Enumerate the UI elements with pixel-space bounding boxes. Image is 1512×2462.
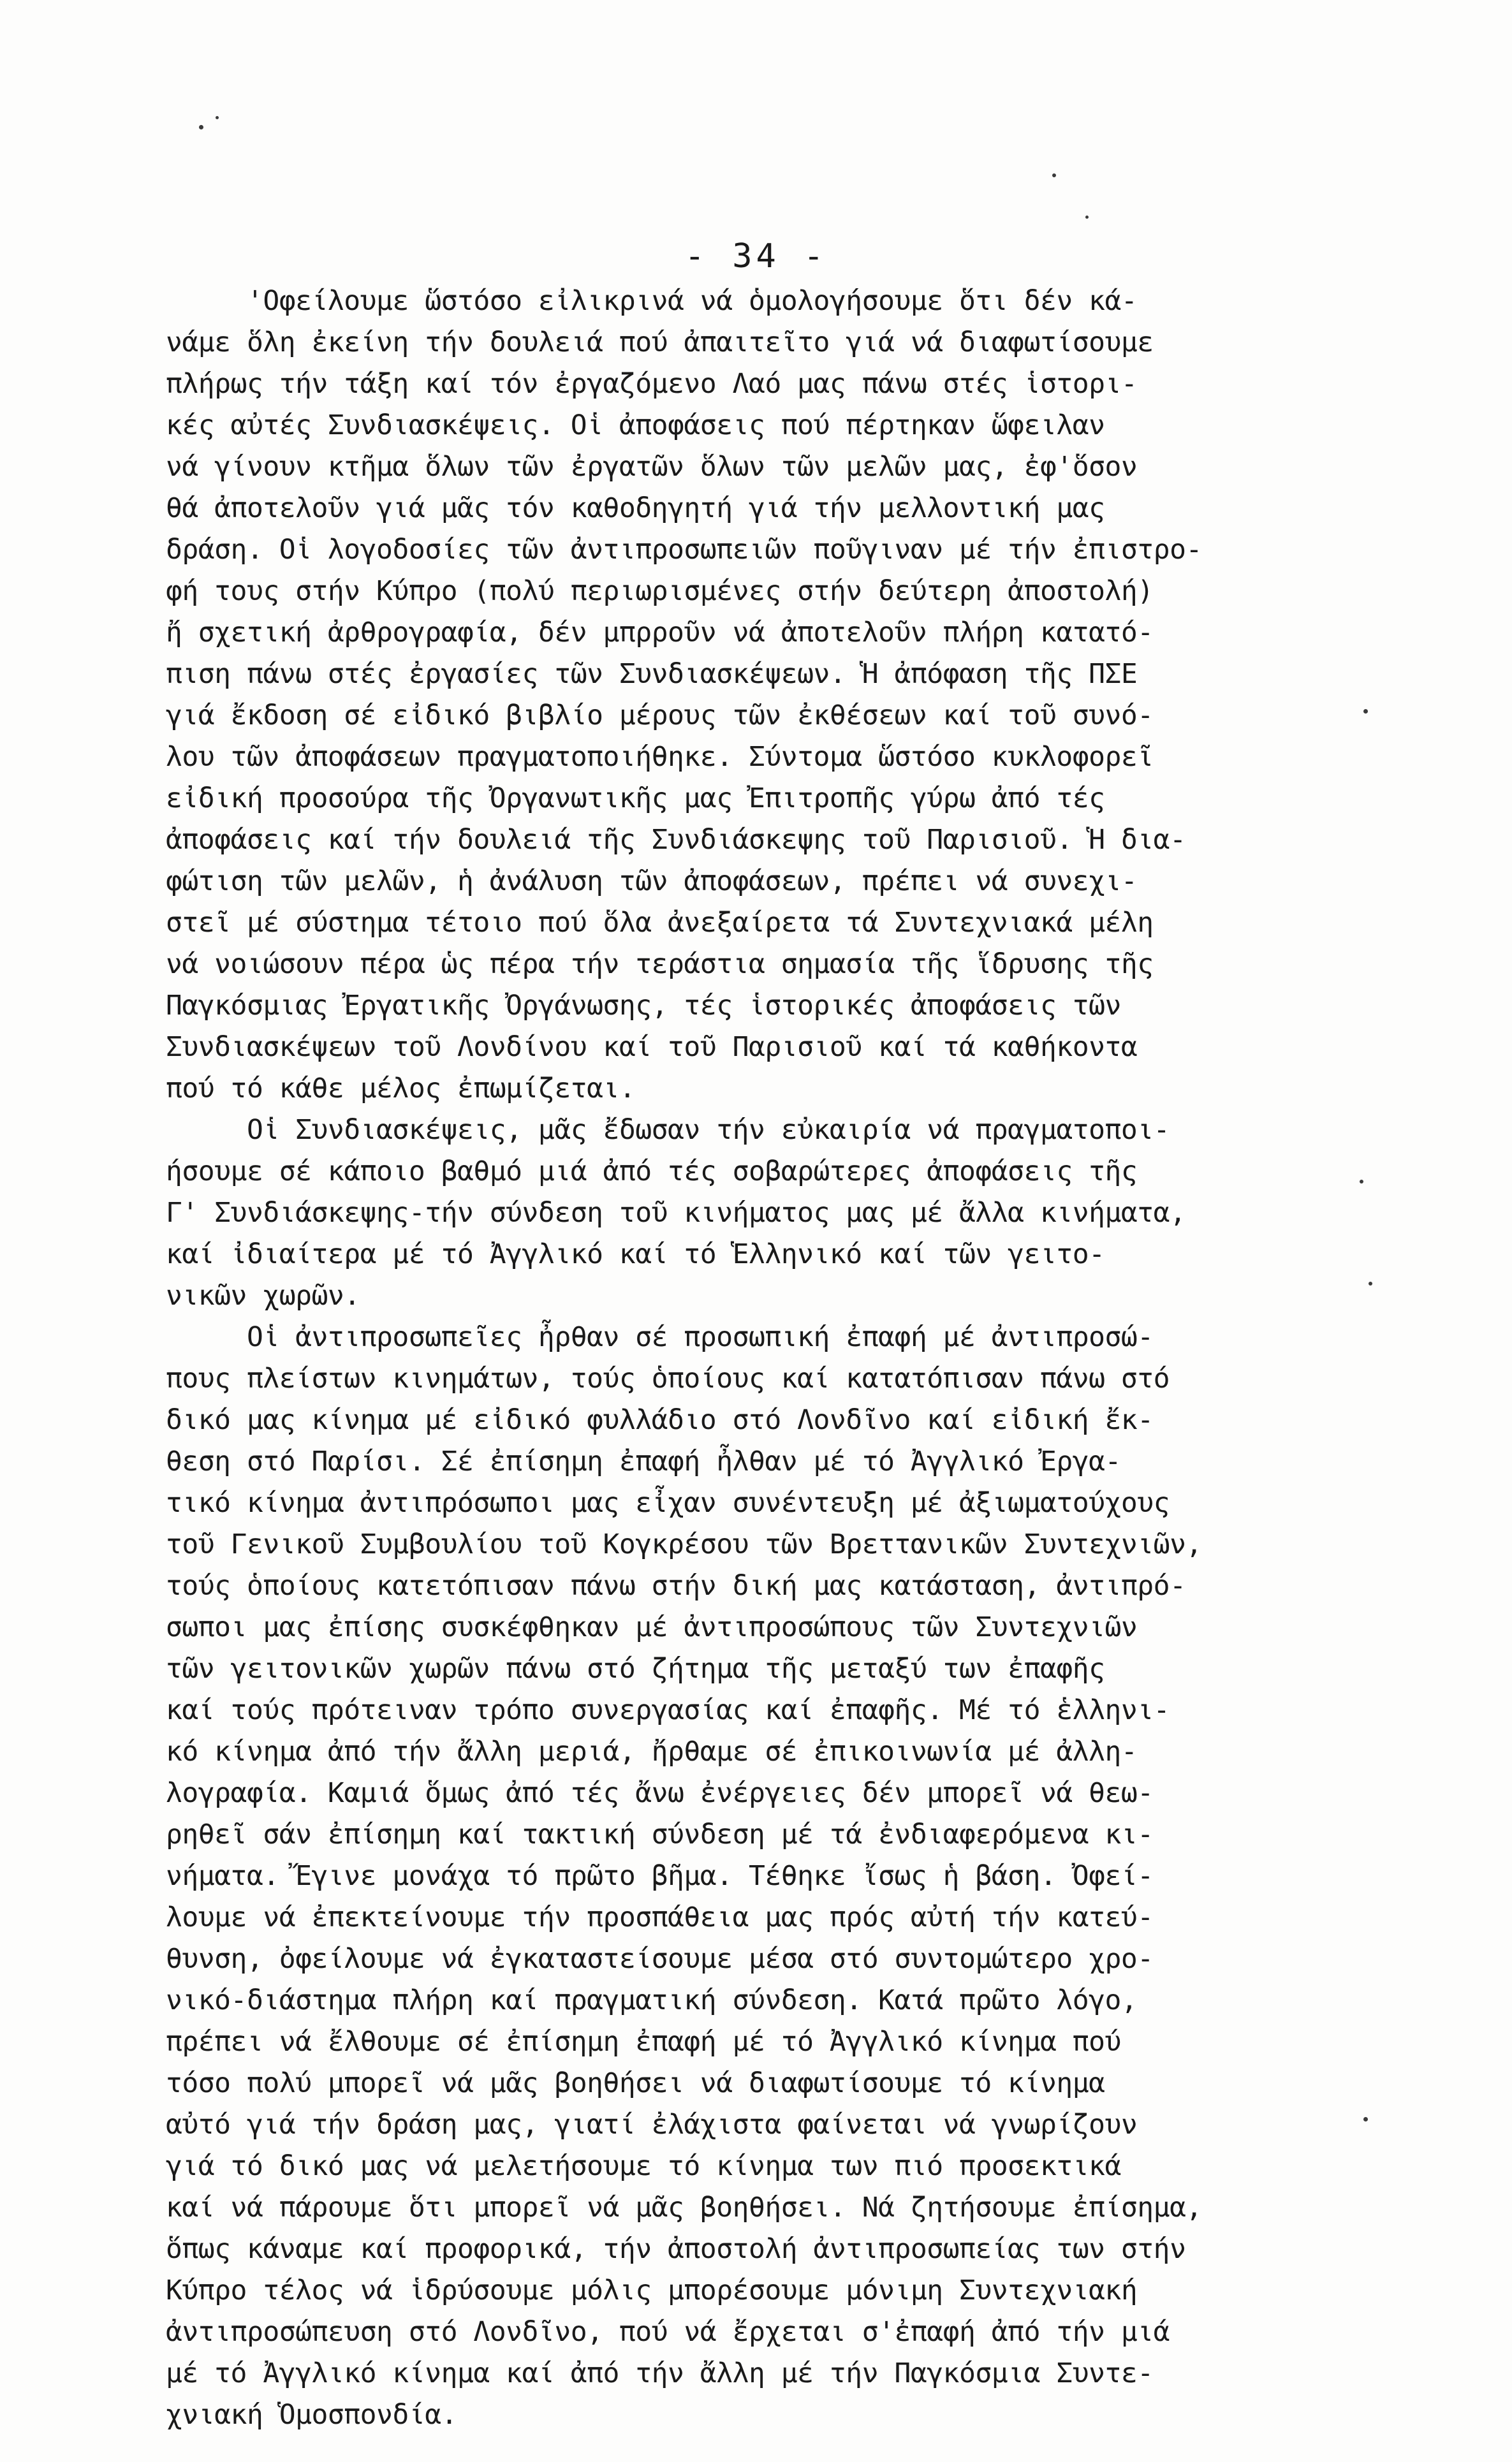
paragraph-2	[166, 1110, 1416, 1317]
text-line: πρέπει νά ἔλθουμε σέ ἐπίσημη ἐπαφή μέ τό Ἀγγλικό κίνημα πού	[166, 2026, 1121, 2058]
page-number: - 34 -	[684, 237, 828, 275]
text-line: πλήρως τήν τάξη καί τόν ἐργαζόμενο Λαό μας πάνω στές ἱστορι-	[166, 368, 1138, 400]
text-line: δράση. Οἱ λογοδοσίες τῶν ἀντιπροσωπειῶν ποῦγιναν μέ τήν ἐπιστρο-	[166, 534, 1202, 566]
text-line: νικῶν χωρῶν.	[166, 1280, 360, 1312]
text-line: νά νοιώσουν πέρα ὡς πέρα τήν τεράστια σημασία τῆς ἵδρυσης τῆς	[166, 948, 1154, 980]
text-line: νάμε ὅλη ἐκείνη τήν δουλειά πού ἀπαιτεῖτο γιά νά διαφωτίσουμε	[166, 326, 1154, 358]
text-line: τούς ὁποίους κατετόπισαν πάνω στήν δική μας κατάσταση, ἀντιπρό-	[166, 1570, 1186, 1602]
text-line: τικό κίνημα ἀντιπρόσωποι μας εἶχαν συνέντευξη μέ ἀξιωματούχους	[166, 1487, 1170, 1519]
text-line: πιση πάνω στές ἐργασίες τῶν Συνδιασκέψεων. Ἡ ἀπόφαση τῆς ΠΣΕ	[166, 658, 1138, 690]
text-line: 'Οφείλουμε ὥστόσο εἰλικρινά νά ὁμολογήσουμε ὅτι δέν κά-	[166, 285, 1138, 317]
text-line: νικό-διάστημα πλήρη καί πραγματική σύνδεση. Κατά πρῶτο λόγο,	[166, 1984, 1138, 2016]
text-line: στεῖ μέ σύστημα τέτοιο πού ὅλα ἀνεξαίρετα τά Συντεχνιακά μέλη	[166, 907, 1154, 939]
text-line: πού τό κάθε μέλος ἐπωμίζεται.	[166, 1073, 636, 1104]
text-line: πους πλείστων κινημάτων, τούς ὁποίους καί κατατόπισαν πάνω στό	[166, 1363, 1170, 1395]
text-line: γιά τό δικό μας νά μελετήσουμε τό κίνημα των πιό προσεκτικά	[166, 2150, 1121, 2182]
text-line: καί νά πάρουμε ὅτι μπορεῖ νά μᾶς βοηθήσει. Νά ζητήσουμε ἐπίσημα,	[166, 2192, 1202, 2224]
text-line: νά γίνουν κτῆμα ὅλων τῶν ἐργατῶν ὅλων τῶν μελῶν μας, ἐφ'ὅσον	[166, 451, 1138, 483]
text-line: μέ τό Ἀγγλικό κίνημα καί ἀπό τήν ἄλλη μέ τήν Παγκόσμια Συντε-	[166, 2357, 1154, 2389]
scan-speck	[216, 116, 219, 119]
text-line: θυνση, ὀφείλουμε νά ἐγκαταστείσουμε μέσα στό συντομώτερο χρο-	[166, 1943, 1154, 1975]
scan-speck	[199, 125, 203, 129]
text-line: καί ἰδιαίτερα μέ τό Ἀγγλικό καί τό Ἑλληνικό καί τῶν γειτο-	[166, 1238, 1105, 1270]
text-line: θά ἀποτελοῦν γιά μᾶς τόν καθοδηγητή γιά τήν μελλοντική μας	[166, 492, 1105, 524]
text-line: τοῦ Γενικοῦ Συμβουλίου τοῦ Κογκρέσου τῶν Βρεττανικῶν Συντεχνιῶν,	[166, 1528, 1202, 1560]
paragraph-3	[166, 1317, 1416, 2436]
text-line: φώτιση τῶν μελῶν, ἡ ἀνάλυση τῶν ἀποφάσεων, πρέπει νά συνεχι-	[166, 865, 1138, 897]
text-line: δικό μας κίνημα μέ εἰδικό φυλλάδιο στό Λονδῖνο καί εἰδική ἔκ-	[166, 1404, 1154, 1436]
text-line: Οἱ Συνδιασκέψεις, μᾶς ἔδωσαν τήν εὐκαιρία νά πραγματοποι-	[166, 1114, 1170, 1146]
text-line: τόσο πολύ μπορεῖ νά μᾶς βοηθήσει νά διαφωτίσουμε τό κίνημα	[166, 2067, 1105, 2099]
text-line: χνιακή Ὁμοσπονδία.	[166, 2399, 457, 2431]
text-line: καί τούς πρότειναν τρόπο συνεργασίας καί ἐπαφῆς. Μέ τό ἑλληνι-	[166, 1694, 1170, 1726]
text-line: Γ' Συνδιάσκεψης-τήν σύνδεση τοῦ κινήματος μας μέ ἄλλα κινήματα,	[166, 1197, 1186, 1229]
scan-speck	[1085, 216, 1089, 219]
text-line: κές αὐτές Συνδιασκέψεις. Οἱ ἀποφάσεις πού πέρτηκαν ὥφειλαν	[166, 409, 1105, 441]
body-text	[166, 281, 1416, 2436]
text-line: τῶν γειτονικῶν χωρῶν πάνω στό ζήτημα τῆς μεταξύ των ἐπαφῆς	[166, 1653, 1105, 1685]
text-line: ὅπως κάναμε καί προφορικά, τήν ἀποστολή ἀντιπροσωπείας των στήν	[166, 2233, 1186, 2265]
text-line: Κύπρο τέλος νά ἱδρύσουμε μόλις μπορέσουμε μόνιμη Συντεχνιακή	[166, 2275, 1138, 2306]
text-line: ἤ σχετική ἀρθρογραφία, δέν μπρροῦν νά ἀποτελοῦν πλήρη κατατό-	[166, 617, 1154, 648]
scan-speck	[1052, 173, 1056, 177]
text-line: σωποι μας ἐπίσης συσκέφθηκαν μέ ἀντιπροσώπους τῶν Συντεχνιῶν	[166, 1611, 1138, 1643]
paragraph-1	[166, 281, 1416, 1110]
text-line: γιά ἔκδοση σέ εἰδικό βιβλίο μέρους τῶν ἐκθέσεων καί τοῦ συνό-	[166, 700, 1154, 731]
text-line: λογραφία. Καμιά ὅμως ἀπό τές ἄνω ἐνέργειες δέν μπορεῖ νά θεω-	[166, 1777, 1154, 1809]
text-line: Παγκόσμιας Ἐργατικῆς Ὀργάνωσης, τές ἱστορικές ἀποφάσεις τῶν	[166, 990, 1121, 1022]
text-line: ἀποφάσεις καί τήν δουλειά τῆς Συνδιάσκεψης τοῦ Παρισιοῦ. Ἡ δια-	[166, 824, 1186, 856]
text-line: θεση στό Παρίσι. Σέ ἐπίσημη ἐπαφή ἦλθαν μέ τό Ἀγγλικό Ἐργα-	[166, 1446, 1121, 1477]
text-line: ήσουμε σέ κάποιο βαθμό μιά ἀπό τές σοβαρώτερες ἀποφάσεις τῆς	[166, 1155, 1138, 1187]
text-line: αὐτό γιά τήν δράση μας, γιατί ἐλάχιστα φαίνεται νά γνωρίζουν	[166, 2109, 1138, 2141]
text-line: ἀντιπροσώπευση στό Λονδῖνο, πού νά ἔρχεται σ'ἐπαφή ἀπό τήν μιά	[166, 2316, 1170, 2348]
text-line: λου τῶν ἀποφάσεων πραγματοποιήθηκε. Σύντομα ὥστόσο κυκλοφορεῖ	[166, 741, 1154, 773]
text-line: λουμε νά ἐπεκτείνουμε τήν προσπάθεια μας πρός αὐτή τήν κατεύ-	[166, 1901, 1154, 1933]
text-line: Οἱ ἀντιπροσωπεῖες ἦρθαν σέ προσωπική ἐπαφή μέ ἀντιπροσώ-	[166, 1321, 1154, 1353]
text-line: κό κίνημα ἀπό τήν ἄλλη μεριά, ἤρθαμε σέ ἐπικοινωνία μέ ἀλλη-	[166, 1736, 1138, 1768]
text-line: ρηθεῖ σάν ἐπίσημη καί τακτική σύνδεση μέ τά ἐνδιαφερόμενα κι-	[166, 1819, 1154, 1850]
text-line: εἰδική προσούρα τῆς Ὀργανωτικῆς μας Ἐπιτροπῆς γύρω ἀπό τές	[166, 782, 1105, 814]
text-line: Συνδιασκέψεων τοῦ Λονδίνου καί τοῦ Παρισιοῦ καί τά καθήκοντα	[166, 1031, 1138, 1063]
text-line: νήματα. Ἔγινε μονάχα τό πρῶτο βῆμα. Τέθηκε ἴσως ἡ βάση. Ὀφεί-	[166, 1860, 1154, 1892]
text-line: φή τους στήν Κύπρο (πολύ περιωρισμένες στήν δεύτερη ἀποστολή)	[166, 575, 1154, 607]
